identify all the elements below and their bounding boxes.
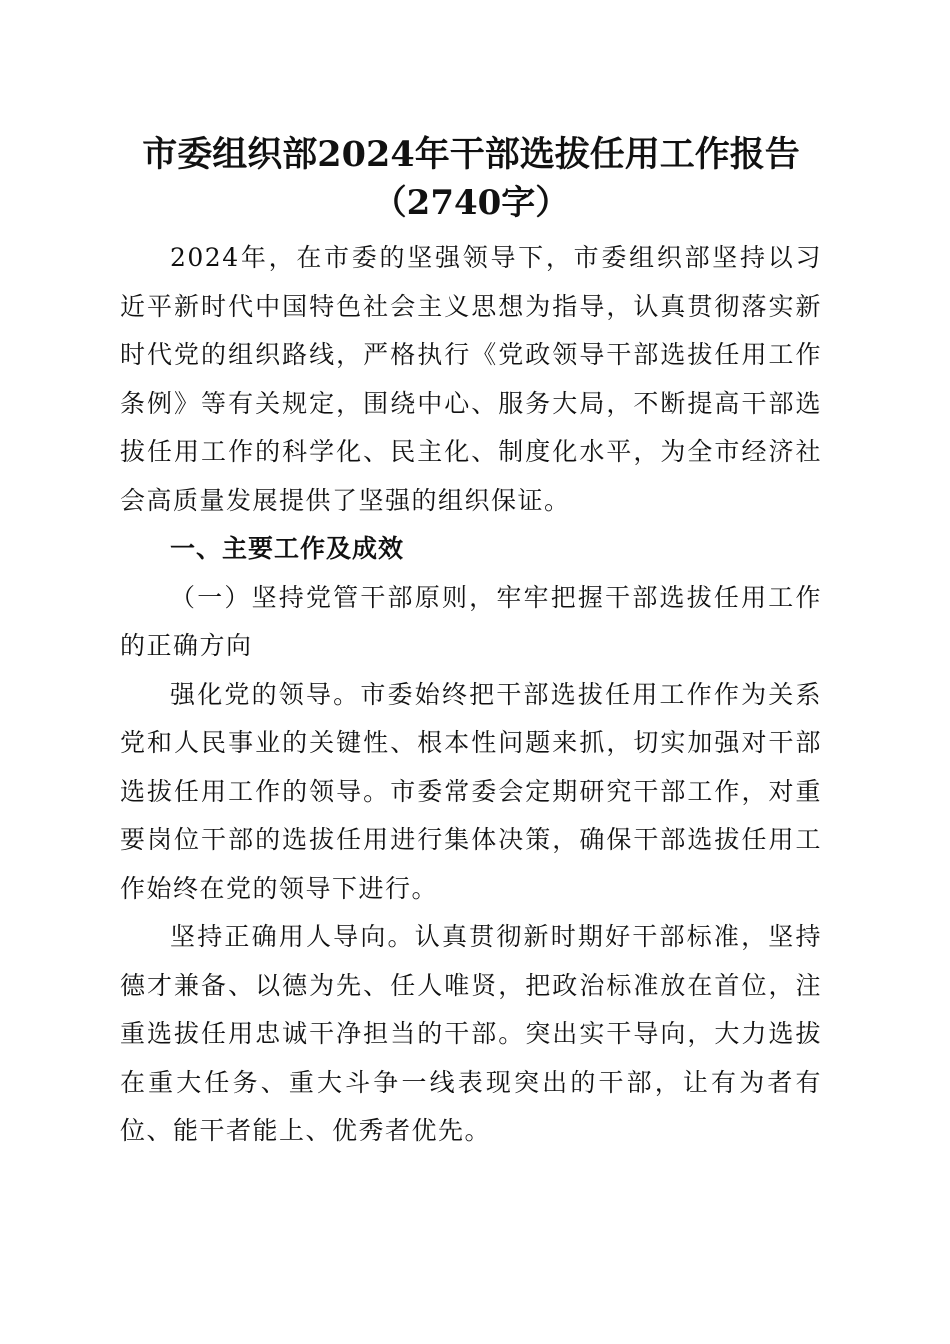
document-page — [120, 130, 822, 1156]
body-paragraph-2: 坚持正确用人导向。认真贯彻新时期好干部标准，坚持德才兼备、以德为先、任人唯贤，把政治标准放在首位，注重选拔任用忠诚干净担当的干部。突出实干导向，大力选拔在重大任务、重大斗争一线表现突出的干部，让有为者有位、能干者能上、优秀者优先。 — [120, 922, 822, 1145]
subsection-heading: （一）坚持党管干部原则，牢牢把握干部选拔任用工作的正确方向 — [120, 582, 822, 660]
section-heading: 一、主要工作及成效 — [170, 534, 405, 563]
body-paragraph-1: 强化党的领导。市委始终把干部选拔任用工作作为关系党和人民事业的关键性、根本性问题来抓，切实加强对干部选拔任用工作的领导。市委常委会定期研究干部工作，对重要岗位干部的选拔任用进行集体决策，确保干部选拔任用工作始终在党的领导下进行。 — [120, 679, 822, 903]
intro-paragraph: 2024年，在市委的坚强领导下，市委组织部坚持以习近平新时代中国特色社会主义思想为指导，认真贯彻落实新时代党的组织路线，严格执行《党政领导干部选拔任用工作条例》等有关规定，围绕中心、服务大局，不断提高干部选拔任用工作的科学化、民主化、制度化水平，为全市经济社会高质量发展提供了坚强的组织保证。 — [120, 243, 822, 515]
document-subtitle: （2740字） — [372, 183, 570, 223]
document-title: 市委组织部2024年干部选拔任用工作报告 — [142, 134, 800, 175]
